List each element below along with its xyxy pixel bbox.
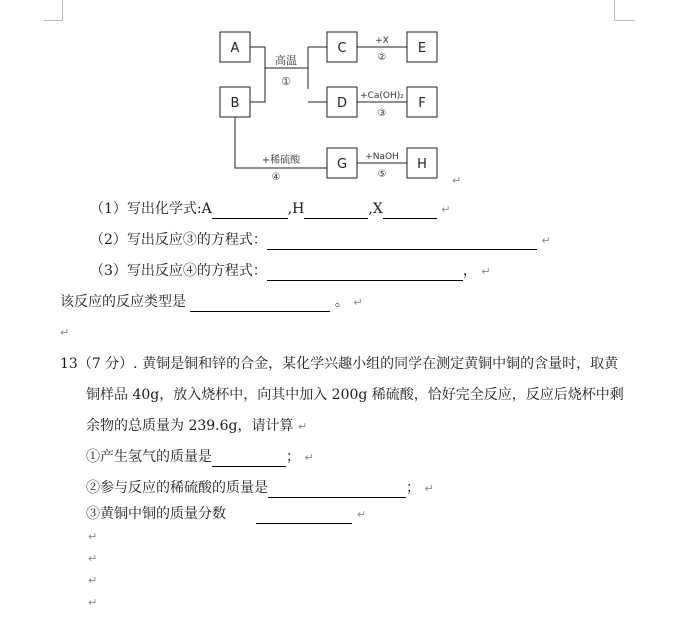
- q13-sub3-text: ③黄铜中铜的质量分数: [86, 506, 226, 522]
- box-b-label: B: [230, 96, 240, 111]
- label-plus-acid: +稀硫酸: [261, 155, 301, 166]
- q12-reaction-type-end: 。: [334, 294, 349, 310]
- page-corner-top-left: [44, 0, 63, 21]
- q13-line1: 13（7 分）. 黄铜是铜和锌的合金，某化学兴趣小组的同学在测定黄铜中铜的含量时，取黄: [60, 356, 619, 372]
- q13-sub1-text: ①产生氢气的质量是: [86, 449, 212, 465]
- para-mark: ↵: [452, 174, 462, 187]
- box-f-label: F: [418, 96, 426, 111]
- label-step5: ⑤: [377, 169, 387, 180]
- para-mark: ↵: [60, 326, 70, 339]
- answer-blank-hydrogen-mass[interactable]: [212, 452, 286, 467]
- q12-part3-end: ，: [462, 263, 477, 279]
- para-mark: ↵: [304, 451, 314, 464]
- q13-sub3: [86, 505, 366, 524]
- para-mark: ↵: [481, 265, 491, 278]
- para-mark: ↵: [541, 234, 551, 247]
- label-step4: ④: [271, 172, 281, 183]
- q13-sub1-end: ；: [286, 449, 300, 465]
- para-mark: ↵: [88, 552, 98, 565]
- q12-part2: [90, 231, 551, 250]
- answer-blank-eq4[interactable]: [267, 266, 463, 281]
- para-mark: ↵: [441, 203, 451, 216]
- para-mark: ↵: [88, 530, 98, 543]
- q12-reaction-type-text: 该反应的反应类型是: [60, 294, 186, 310]
- q13-line3-text: 余物的总质量为 239.6g，请计算: [86, 418, 294, 434]
- q13-sub2-end: ；: [406, 480, 420, 496]
- label-step1: ①: [281, 75, 291, 88]
- label-plus-naoh: +NaOH: [365, 152, 399, 162]
- page-corner-top-right: [614, 0, 635, 21]
- reaction-diagram: [200, 20, 480, 190]
- answer-blank-acid-mass[interactable]: [268, 483, 406, 498]
- answer-blank-a[interactable]: [212, 204, 288, 219]
- box-a-label: A: [230, 41, 240, 56]
- para-mark: ↵: [297, 420, 308, 433]
- label-plus-caoh2: +Ca(OH)₂: [360, 91, 404, 101]
- answer-blank-reaction-type[interactable]: [190, 297, 330, 312]
- q13-sub2: [86, 479, 434, 498]
- q12-reaction-type: [60, 293, 363, 312]
- label-plus-x: +X: [375, 36, 389, 46]
- q13-sub2-text: ②参与反应的稀硫酸的质量是: [86, 480, 268, 496]
- label-high-temp: 高温: [275, 54, 297, 67]
- para-mark: ↵: [88, 596, 98, 609]
- answer-blank-x[interactable]: [383, 204, 437, 219]
- para-mark: ↵: [88, 574, 98, 587]
- answer-blank-h[interactable]: [304, 204, 368, 219]
- answer-blank-eq3[interactable]: [267, 235, 537, 250]
- label-step2: ②: [377, 52, 387, 63]
- q13-line3: [86, 417, 307, 436]
- box-h-label: H: [417, 157, 427, 172]
- box-g-label: G: [336, 157, 348, 172]
- q12-part1-h: ,H: [287, 201, 305, 217]
- box-d-label: D: [336, 96, 348, 111]
- box-e-label: E: [417, 41, 427, 56]
- label-step3: ③: [377, 108, 387, 119]
- q12-part1-prefix: （1）写出化学式:A: [90, 201, 212, 217]
- q12-part3-text: （3）写出反应④的方程式：: [90, 263, 267, 279]
- q12-part3: [90, 262, 491, 281]
- q12-part2-text: （2）写出反应③的方程式：: [90, 232, 267, 248]
- q12-part1: [90, 200, 451, 219]
- para-mark: ↵: [353, 296, 363, 309]
- q12-part1-x: ,X: [368, 201, 383, 217]
- para-mark: ↵: [356, 508, 367, 521]
- para-mark: ↵: [424, 482, 434, 495]
- box-c-label: C: [337, 41, 347, 56]
- q13-line2: 铜样品 40g，放入烧杯中，向其中加入 200g 稀硫酸，恰好完全反应，反应后烧杯中剩: [86, 387, 624, 403]
- answer-blank-copper-fraction[interactable]: [256, 509, 352, 524]
- q13-sub1: [86, 448, 314, 467]
